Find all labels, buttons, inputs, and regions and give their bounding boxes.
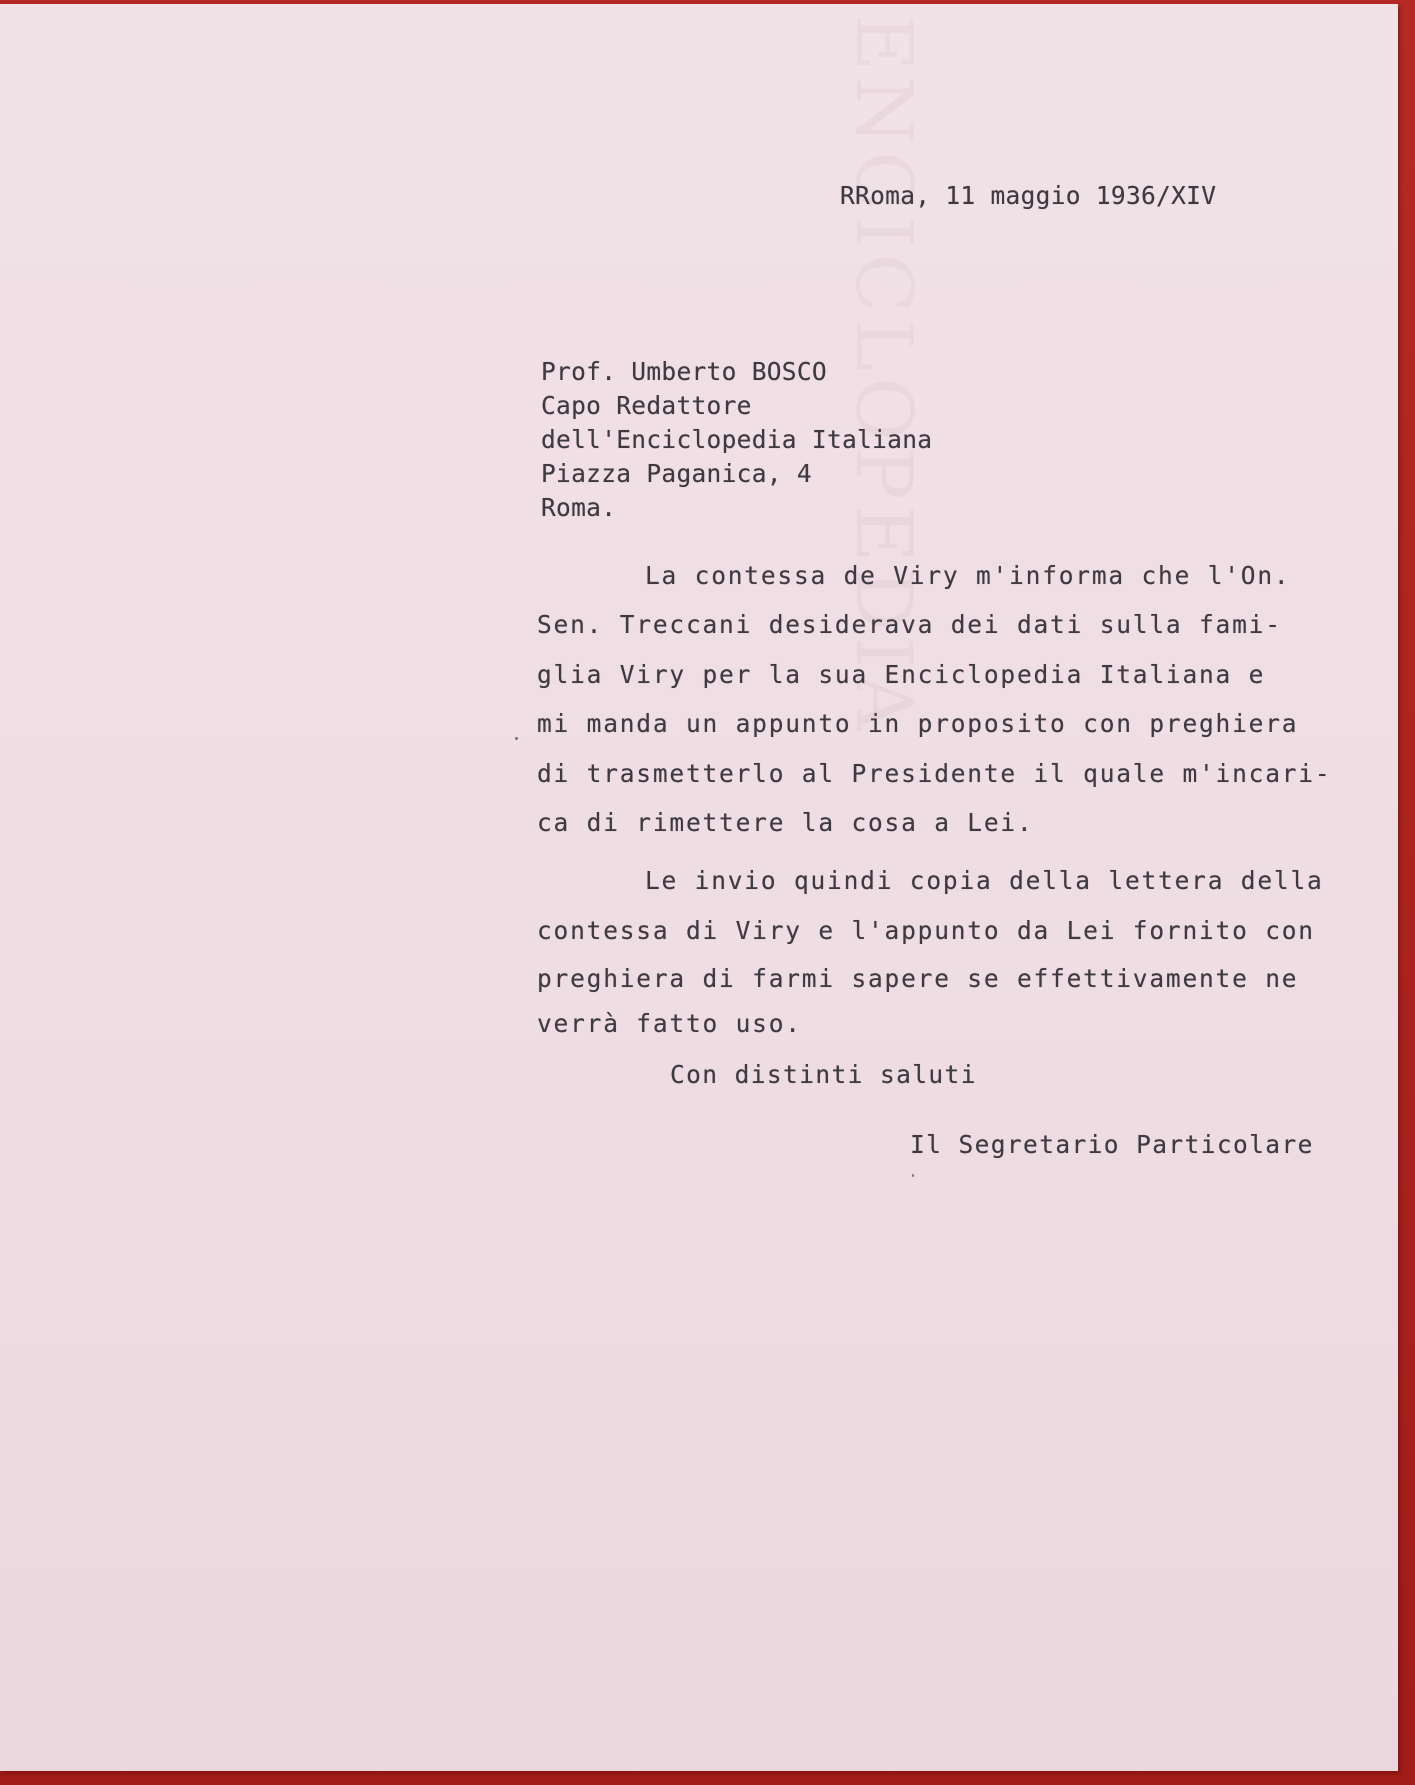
letter-date: RRoma, 11 maggio 1936/XIV [840, 181, 1217, 210]
body-line: Sen. Treccani desiderava dei dati sulla fami- [537, 610, 1282, 639]
paper-speck [515, 737, 518, 740]
recipient-organization: dell'Enciclopedia Italiana [541, 425, 933, 454]
recipient-name: Prof. Umberto BOSCO [541, 357, 827, 386]
body-line: contessa di Viry e l'appunto da Lei fornito con [537, 916, 1315, 945]
body-line: glia Viry per la sua Enciclopedia Italiana e [537, 660, 1266, 689]
paper-watermark: ENCICLOPEDIA [838, 14, 928, 737]
body-line: La contessa de Viry m'informa che l'On. [645, 561, 1291, 590]
body-line: mi manda un appunto in proposito con preghiera [537, 709, 1299, 738]
letter-closing: Con distinti saluti [670, 1060, 977, 1089]
recipient-city: Roma. [541, 493, 617, 522]
body-line: verrà fatto uso. [537, 1009, 802, 1038]
body-line: preghiera di farmi sapere se effettivamente ne [537, 964, 1299, 993]
paper-speck [912, 1174, 914, 1177]
body-line: di trasmetterlo al Presidente il quale m'incari- [537, 759, 1332, 788]
recipient-title: Capo Redattore [541, 391, 752, 420]
body-line: Le invio quindi copia della lettera della [645, 866, 1324, 895]
letter-signature: Il Segretario Particolare [910, 1130, 1314, 1159]
recipient-street: Piazza Paganica, 4 [541, 459, 812, 488]
letter-sheet [0, 4, 1398, 1771]
body-line: ca di rimettere la cosa a Lei. [537, 808, 1034, 837]
